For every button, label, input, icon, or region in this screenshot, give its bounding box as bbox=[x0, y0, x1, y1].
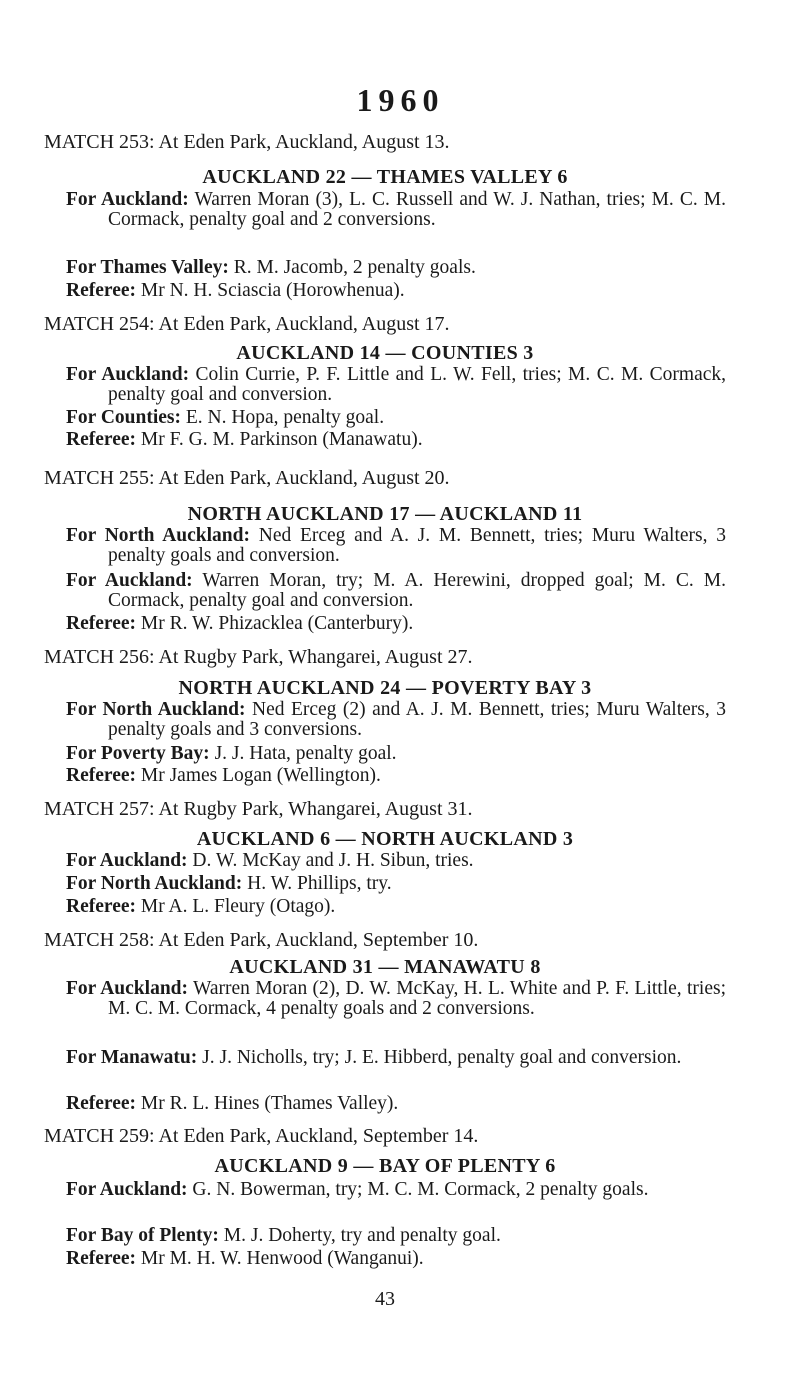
entry-label: For Auckland: bbox=[66, 189, 189, 210]
entry-text: Warren Moran (2), D. W. McKay, H. L. White and P. F. Little, tries; M. C. M. Cormack, 4 penalty goals and 2 conversions. bbox=[108, 978, 726, 1019]
entry-label: Referee: bbox=[66, 765, 136, 786]
match-heading: MATCH 259: At Eden Park, Auckland, September 14. bbox=[44, 1125, 479, 1147]
match-heading: MATCH 254: At Eden Park, Auckland, August 17. bbox=[44, 313, 450, 335]
score-entry bbox=[66, 744, 726, 764]
entry-text: M. J. Doherty, try and penalty goal. bbox=[223, 1225, 501, 1246]
score-entry bbox=[66, 1226, 726, 1246]
entry-label: For Auckland: bbox=[66, 1179, 188, 1200]
entry-label: For Auckland: bbox=[66, 570, 193, 591]
entry-label: For Poverty Bay: bbox=[66, 743, 210, 764]
entry-text: Warren Moran (3), L. C. Russell and W. J. Nathan, tries; M. C. M. Cormack, penalty goal and 2 conversions. bbox=[108, 189, 727, 230]
entry-text: H. W. Phillips, try. bbox=[247, 873, 392, 894]
entry-text: G. N. Bowerman, try; M. C. M. Cormack, 2 penalty goals. bbox=[192, 1179, 649, 1200]
match-heading: MATCH 253: At Eden Park, Auckland, August 13. bbox=[44, 131, 450, 153]
score-entry bbox=[66, 571, 726, 611]
match-result: AUCKLAND 31 — MANAWATU 8 bbox=[229, 956, 541, 978]
score-entry bbox=[66, 408, 726, 428]
entry-text: R. M. Jacomb, 2 penalty goals. bbox=[233, 257, 476, 278]
score-entry bbox=[66, 979, 726, 1019]
referee-entry bbox=[66, 1094, 726, 1114]
entry-label: Referee: bbox=[66, 1093, 136, 1114]
referee-entry bbox=[66, 766, 726, 786]
referee-entry bbox=[66, 1249, 726, 1269]
entry-label: Referee: bbox=[66, 1248, 136, 1269]
entry-label: Referee: bbox=[66, 896, 136, 917]
match-result: AUCKLAND 9 — BAY OF PLENTY 6 bbox=[214, 1155, 556, 1177]
entry-label: For North Auckland: bbox=[66, 873, 243, 894]
score-entry bbox=[66, 258, 726, 278]
entry-text: Mr M. H. W. Henwood (Wanganui). bbox=[140, 1248, 424, 1269]
match-result: AUCKLAND 6 — NORTH AUCKLAND 3 bbox=[196, 828, 574, 850]
entry-label: For Counties: bbox=[66, 407, 182, 428]
entry-text: Mr F. G. M. Parkinson (Manawatu). bbox=[140, 429, 423, 450]
entry-label: For Auckland: bbox=[66, 978, 188, 999]
entry-label: Referee: bbox=[66, 280, 136, 301]
entry-text: Mr A. L. Fleury (Otago). bbox=[140, 896, 336, 917]
entry-label: Referee: bbox=[66, 429, 136, 450]
score-entry bbox=[66, 1180, 726, 1200]
score-entry bbox=[66, 190, 726, 230]
match-result: NORTH AUCKLAND 17 — AUCKLAND 11 bbox=[187, 503, 583, 525]
entry-label: For North Auckland: bbox=[66, 525, 250, 546]
match-heading: MATCH 255: At Eden Park, Auckland, August 20. bbox=[44, 467, 450, 489]
entry-text: J. J. Nicholls, try; J. E. Hibberd, penalty goal and conversion. bbox=[202, 1047, 682, 1068]
entry-label: For North Auckland: bbox=[66, 699, 246, 720]
page-number: 43 bbox=[375, 1288, 395, 1310]
entry-text: Ned Erceg (2) and A. J. M. Bennett, tries; Muru Walters, 3 penalty goals and 3 conversions. bbox=[108, 699, 726, 740]
match-result: NORTH AUCKLAND 24 — POVERTY BAY 3 bbox=[178, 677, 592, 699]
referee-entry bbox=[66, 281, 726, 301]
score-entry bbox=[66, 1048, 726, 1068]
entry-text: Mr R. W. Phizacklea (Canterbury). bbox=[140, 613, 414, 634]
score-entry bbox=[66, 700, 726, 740]
score-entry bbox=[66, 851, 726, 871]
match-heading: MATCH 258: At Eden Park, Auckland, September 10. bbox=[44, 929, 479, 951]
referee-entry bbox=[66, 430, 726, 450]
match-heading: MATCH 256: At Rugby Park, Whangarei, August 27. bbox=[44, 646, 473, 668]
entry-label: Referee: bbox=[66, 613, 136, 634]
entry-text: J. J. Hata, penalty goal. bbox=[214, 743, 397, 764]
match-heading: MATCH 257: At Rugby Park, Whangarei, August 31. bbox=[44, 798, 473, 820]
entry-text: Mr R. L. Hines (Thames Valley). bbox=[140, 1093, 399, 1114]
entry-label: For Thames Valley: bbox=[66, 257, 229, 278]
entry-label: For Auckland: bbox=[66, 850, 188, 871]
entry-label: For Manawatu: bbox=[66, 1047, 198, 1068]
entry-text: E. N. Hopa, penalty goal. bbox=[185, 407, 385, 428]
score-entry bbox=[66, 874, 726, 894]
referee-entry bbox=[66, 614, 726, 634]
match-result: AUCKLAND 14 — COUNTIES 3 bbox=[236, 342, 534, 364]
entry-label: For Auckland: bbox=[66, 364, 190, 385]
score-entry bbox=[66, 526, 726, 566]
entry-label: For Bay of Plenty: bbox=[66, 1225, 219, 1246]
score-entry bbox=[66, 365, 726, 405]
entry-text: Warren Moran, try; M. A. Herewini, dropped goal; M. C. M. Cormack, penalty goal and conversion. bbox=[108, 570, 727, 611]
entry-text: Colin Currie, P. F. Little and L. W. Fell, tries; M. C. M. Cormack, penalty goal and conversion. bbox=[108, 364, 726, 405]
entry-text: Mr James Logan (Wellington). bbox=[140, 765, 381, 786]
match-result: AUCKLAND 22 — THAMES VALLEY 6 bbox=[202, 166, 568, 188]
entry-text: Mr N. H. Sciascia (Horowhenua). bbox=[140, 280, 405, 301]
page-title-year: 1960 bbox=[356, 82, 445, 118]
entry-text: D. W. McKay and J. H. Sibun, tries. bbox=[192, 850, 474, 871]
referee-entry bbox=[66, 897, 726, 917]
entry-text: Ned Erceg and A. J. M. Bennett, tries; Muru Walters, 3 penalty goals and conversion. bbox=[108, 525, 726, 566]
